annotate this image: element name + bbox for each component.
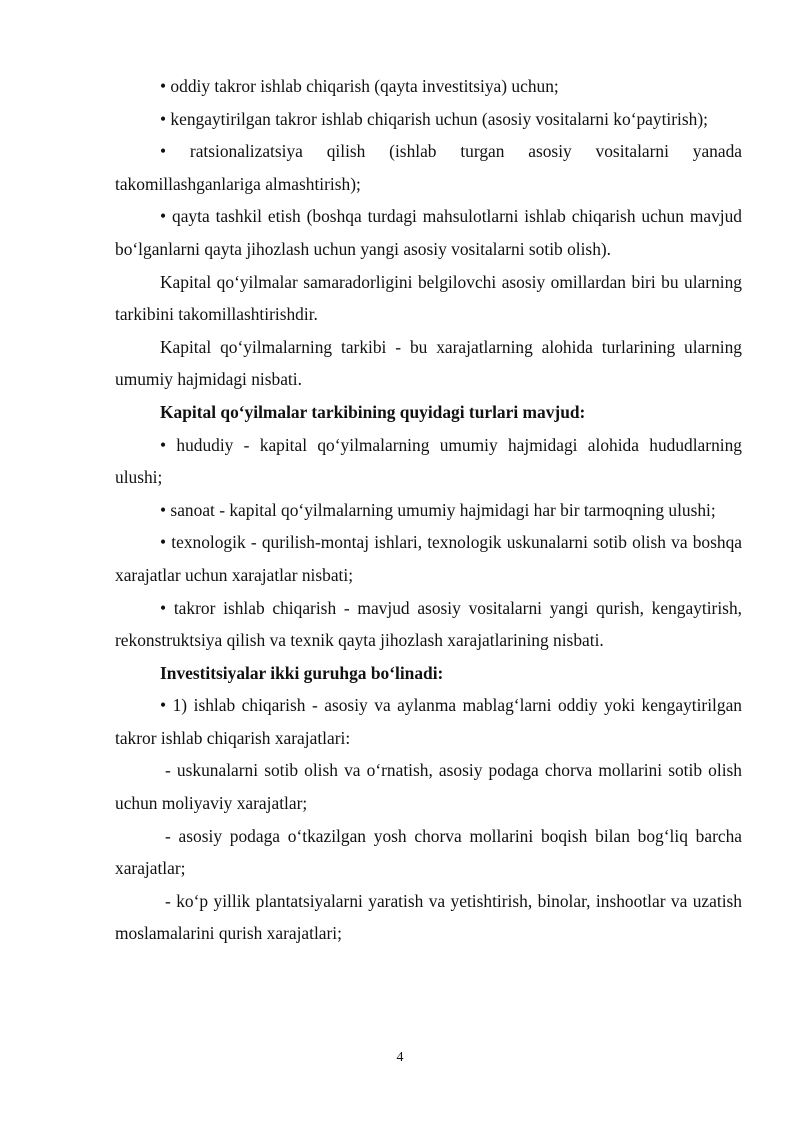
dash-plantation-costs: - ko‘p yillik plantatsiyalarni yaratish va yetishtirish, binolar, inshootlar va uzatish moslamalarini qurish xarajatlari; — [115, 890, 742, 944]
bullet-extended-reproduction: • kengaytirilgan takror ishlab chiqarish uchun (asosiy vositalarni ko‘paytirish); — [160, 108, 708, 129]
bullet-simple-reproduction: • oddiy takror ishlab chiqarish (qayta investitsiya) uchun; — [160, 76, 559, 96]
paragraph-structure-definition: Kapital qo‘yilmalarning tarkibi - bu xarajatlarning alohida turlarining ularning umumiy hajmidagi nisbati. — [115, 336, 742, 390]
bullet-industry: • sanoat - kapital qo‘yilmalarning umumiy hajmidagi har bir tarmoqning ulushi; — [160, 499, 716, 520]
bullet-rationalization: • ratsionalizatsiya qilish (ishlab turgan asosiy vositalarni yanada takomillashganlariga almashtirish); — [115, 141, 742, 194]
heading-investment-groups: Investitsiyalar ikki guruhga bo‘linadi: — [160, 662, 444, 683]
dash-livestock-costs: - asosiy podaga o‘tkazilgan yosh chorva mollarini boqish bilan bog‘liq barcha xarajatlar; — [115, 825, 742, 879]
bullet-reproductive: • takror ishlab chiqarish - mavjud asosiy vositalarni yangi qurish, kengaytirish, rekonstruktsiya qilish va texnik qayta jihozlash xarajatlarining nisbati. — [115, 597, 742, 651]
bullet-reorganization: • qayta tashkil etish (boshqa turdagi mahsulotlarni ishlab chiqarish uchun mavjud bo‘lganlarni qayta jihozlash uchun yangi asosiy vositalarni sotib olish). — [115, 206, 742, 259]
heading-structure-types: Kapital qo‘yilmalar tarkibining quyidagi turlari mavjud: — [160, 401, 586, 422]
paragraph-efficiency-factor: Kapital qo‘yilmalar samaradorligini belgilovchi asosiy omillardan biri bu ularning tarkibini takomillashtirishdir. — [115, 271, 742, 325]
bullet-production-investment: • 1) ishlab chiqarish - asosiy va aylanma mablag‘larni oddiy yoki kengaytirilgan takror ishlab chiqarish xarajatlari: — [115, 695, 742, 748]
page-number: 4 — [396, 1050, 404, 1065]
bullet-territorial: • hududiy - kapital qo‘yilmalarning umumiy hajmidagi alohida hududlarning ulushi; — [115, 434, 742, 488]
bullet-technological: • texnologik - qurilish-montaj ishlari, texnologik uskunalarni sotib olish va boshqa xarajatlar uchun xarajatlar nisbati; — [115, 532, 742, 585]
dash-equipment-costs: - uskunalarni sotib olish va o‘rnatish, asosiy podaga chorva mollarini sotib olish uchun moliyaviy xarajatlar; — [115, 760, 742, 814]
